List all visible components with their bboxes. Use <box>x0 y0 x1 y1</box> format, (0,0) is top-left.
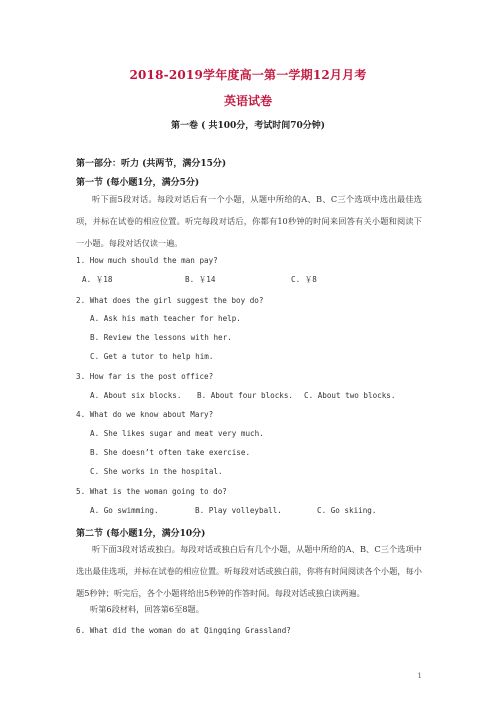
volume-info: 第一卷 ( 共100分，考试时间70分钟) <box>170 121 326 131</box>
question-4: 4. What do we know about Mary? <box>76 410 214 419</box>
option-1c: C. ￥8 <box>291 275 317 284</box>
option-4a: A. She likes sugar and meat very much. <box>90 429 264 438</box>
option-3b: B. About four blocks. <box>197 391 294 400</box>
section2-heading: 第二节 (每小题1分，满分10分) <box>76 529 206 539</box>
exam-subtitle: 英语试卷 <box>223 94 272 108</box>
part1-heading: 第一部分：听力 (共两节，满分15分) <box>76 159 227 169</box>
page-number: 1 <box>417 672 422 680</box>
section2-instructions: 听下面3段对话或独白。每段对话或独白后有几个小题，从题中所给的A、B、C三个选项中选出最佳选项，并标在试卷的相应位置。听每段对话或独白前，你将有时间阅读各个小题，每小题5秒钟；听完后，各个小题将给出5秒钟的作答时间。每段对话或独白读两遍。 <box>76 544 422 598</box>
question-2: 2. What does the girl suggest the boy do? <box>76 296 264 305</box>
option-1a: A. ￥18 <box>82 275 113 284</box>
option-5c: C. Go skiing. <box>317 506 377 515</box>
question-3: 3. How far is the post office? <box>76 372 214 381</box>
option-2a: A. Ask his math teacher for help. <box>90 314 241 323</box>
section1-heading: 第一节 (每小题1分，满分5分) <box>76 178 200 188</box>
option-3c: C. About two blocks. <box>304 391 396 400</box>
option-3a: A. About six blocks. <box>90 391 182 400</box>
option-4b: B. She doesn’t often take exercise. <box>90 448 251 457</box>
question-6: 6. What did the woman do at Qingqing Grassland? <box>76 626 291 635</box>
question-5: 5. What is the woman going to do? <box>76 487 227 496</box>
option-4c: C. She works in the hospital. <box>90 467 223 476</box>
option-5b: B. Play volleyball. <box>195 506 282 515</box>
exam-title: 2018-2019学年度高一第一学期12月月考 <box>129 68 367 82</box>
question-1: 1. How much should the man pay? <box>76 256 218 265</box>
option-5a: A. Go swimming. <box>90 506 159 515</box>
section2-note: 听第6段材料，回答第6至8题。 <box>90 604 204 614</box>
option-2c: C. Get a tutor to help him. <box>90 352 214 361</box>
option-2b: B. Review the lessons with her. <box>90 333 232 342</box>
option-1b: B. ￥14 <box>185 275 216 284</box>
section1-instructions: 听下面5段对话。每段对话后有一个小题，从题中所给的A、B、C三个选项中选出最佳选项，并标在试卷的相应位置。听完每段对话后，你都有10秒钟的时间来回答有关小题和阅读下一小题。每段对话仅读一遍。 <box>76 194 422 248</box>
